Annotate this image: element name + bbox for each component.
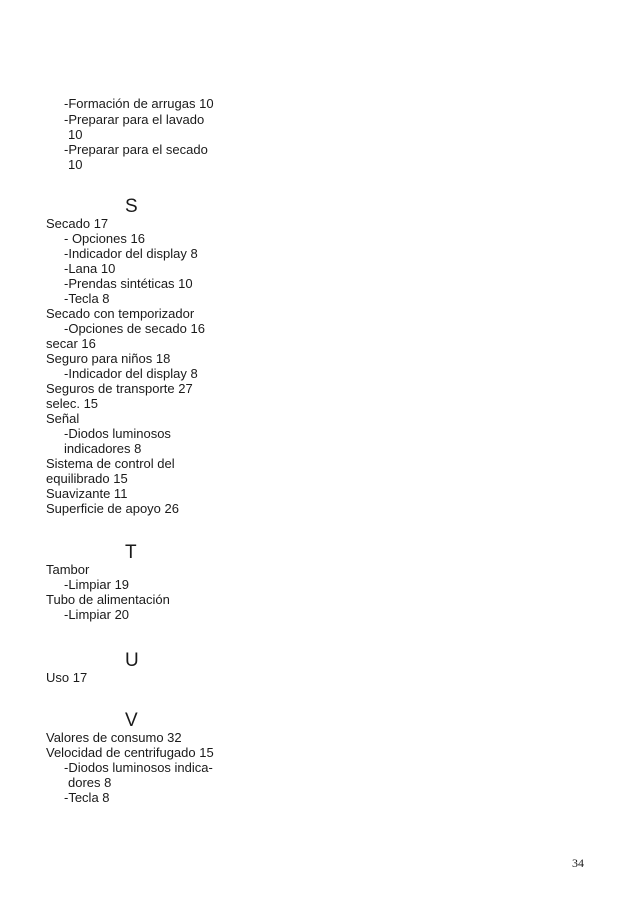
- index-entry: Velocidad de centrifugado 15: [46, 745, 214, 760]
- index-subentry: -Diodos luminosos indica-: [64, 760, 213, 775]
- index-entry: Señal: [46, 411, 80, 426]
- index-subentry: -Indicador del display 8: [64, 246, 198, 261]
- section-letter-v: V: [125, 710, 138, 731]
- index-subentry: -Opciones de secado 16: [64, 321, 205, 336]
- index-entry: Secado con temporizador: [46, 306, 195, 321]
- index-subentry: - Opciones 16: [64, 231, 145, 246]
- index-entry: Tubo de alimentación: [46, 592, 170, 607]
- index-subentry: -Lana 10: [64, 261, 116, 276]
- index-entry: Seguro para niños 18: [46, 351, 171, 366]
- index-entry: -Preparar para el secado: [64, 142, 208, 157]
- index-entry: equilibrado 15: [46, 471, 128, 486]
- index-entry: selec. 15: [46, 396, 99, 411]
- index-entry: Seguros de transporte 27: [46, 381, 193, 396]
- index-subentry: dores 8: [68, 775, 112, 790]
- index-entry: Secado 17: [46, 216, 109, 231]
- index-subentry: -Limpiar 20: [64, 607, 130, 622]
- index-entry: Sistema de control del: [46, 456, 175, 471]
- section-letter-t: T: [125, 542, 137, 563]
- index-entry: -Preparar para el lavado: [64, 112, 205, 127]
- index-entry: secar 16: [46, 336, 96, 351]
- index-entry: -Formación de arrugas 10: [64, 96, 214, 111]
- index-subentry: -Indicador del display 8: [64, 366, 198, 381]
- index-entry: Valores de consumo 32: [46, 730, 182, 745]
- section-letter-u: U: [125, 650, 139, 671]
- index-subentry: -Tecla 8: [64, 291, 110, 306]
- index-subentry: -Diodos luminosos: [64, 426, 171, 441]
- page-number: 34: [572, 856, 584, 870]
- index-entry: 10: [68, 157, 83, 172]
- index-subentry: -Limpiar 19: [64, 577, 130, 592]
- section-letter-s: S: [125, 196, 138, 217]
- index-entry: 10: [68, 127, 83, 142]
- index-entry: Suavizante 11: [46, 486, 128, 501]
- index-subentry: -Tecla 8: [64, 790, 110, 805]
- index-subentry: -Prendas sintéticas 10: [64, 276, 193, 291]
- index-entry: Uso 17: [46, 670, 88, 685]
- index-entry: Tambor: [46, 562, 90, 577]
- index-entry: Superficie de apoyo 26: [46, 501, 179, 516]
- index-subentry: indicadores 8: [64, 441, 142, 456]
